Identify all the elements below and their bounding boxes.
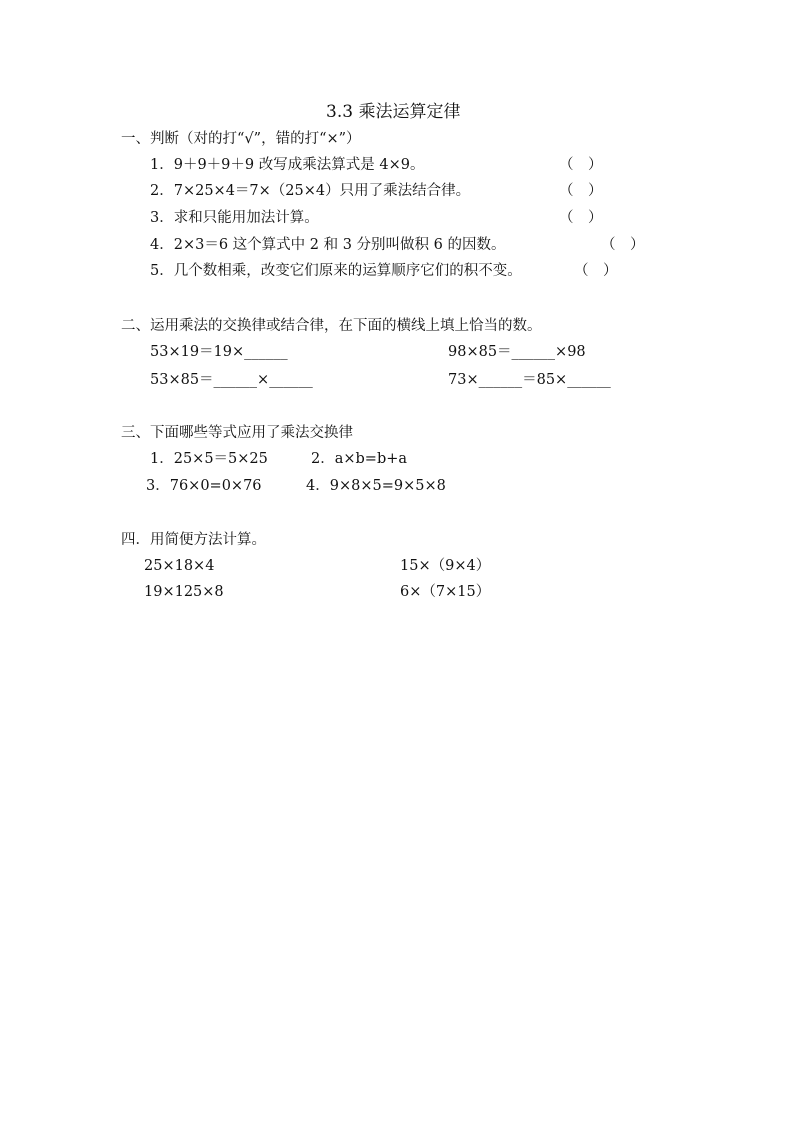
section4-heading: 四．用简便方法计算。 [121,532,266,548]
judge-item-2: 2．7×25×4＝7×（25×4）只用了乘法结合律。 [150,183,471,199]
section3-heading: 三、下面哪些等式应用了乘法交换律 [121,425,353,441]
judge-item-4: 4．2×3＝6 这个算式中 2 和 3 分别叫做积 6 的因数。 [150,237,506,253]
calc-item-4: 6×（7×15） [400,584,491,600]
judge-item-5-answer: （ ） [574,263,618,279]
equation-item-3: 3．76×0=0×76 [146,478,262,494]
calc-item-2: 15×（9×4） [400,558,491,574]
judge-item-1: 1．9＋9＋9＋9 改写成乘法算式是 4×9。 [150,157,425,173]
section1-heading: 一、判断（对的打“√”，错的打“×”） [121,131,361,147]
calc-item-3: 19×125×8 [144,584,224,600]
judge-item-1-answer: （ ） [559,157,603,173]
judge-item-3: 3．求和只能用加法计算。 [150,210,319,226]
calc-item-1: 25×18×4 [144,558,215,574]
judge-item-3-answer: （ ） [559,210,603,226]
fill-row-1-right: 98×85＝______×98 [448,344,586,360]
equation-item-1: 1．25×5＝5×25 [150,451,268,467]
fill-row-2-right: 73×______＝85×______ [448,372,611,388]
judge-item-4-answer: （ ） [601,237,645,253]
section2-heading: 二、运用乘法的交换律或结合律，在下面的横线上填上恰当的数。 [121,318,542,334]
fill-row-2-left: 53×85＝______×______ [150,372,313,388]
judge-item-5: 5．几个数相乘，改变它们原来的运算顺序它们的积不变。 [150,263,522,279]
page-title: 3.3 乘法运算定律 [326,102,461,122]
equation-item-2: 2．a×b=b+a [311,451,408,467]
fill-row-1-left: 53×19＝19×______ [150,344,288,360]
judge-item-2-answer: （ ） [559,183,603,199]
equation-item-4: 4．9×8×5=9×5×8 [306,478,446,494]
